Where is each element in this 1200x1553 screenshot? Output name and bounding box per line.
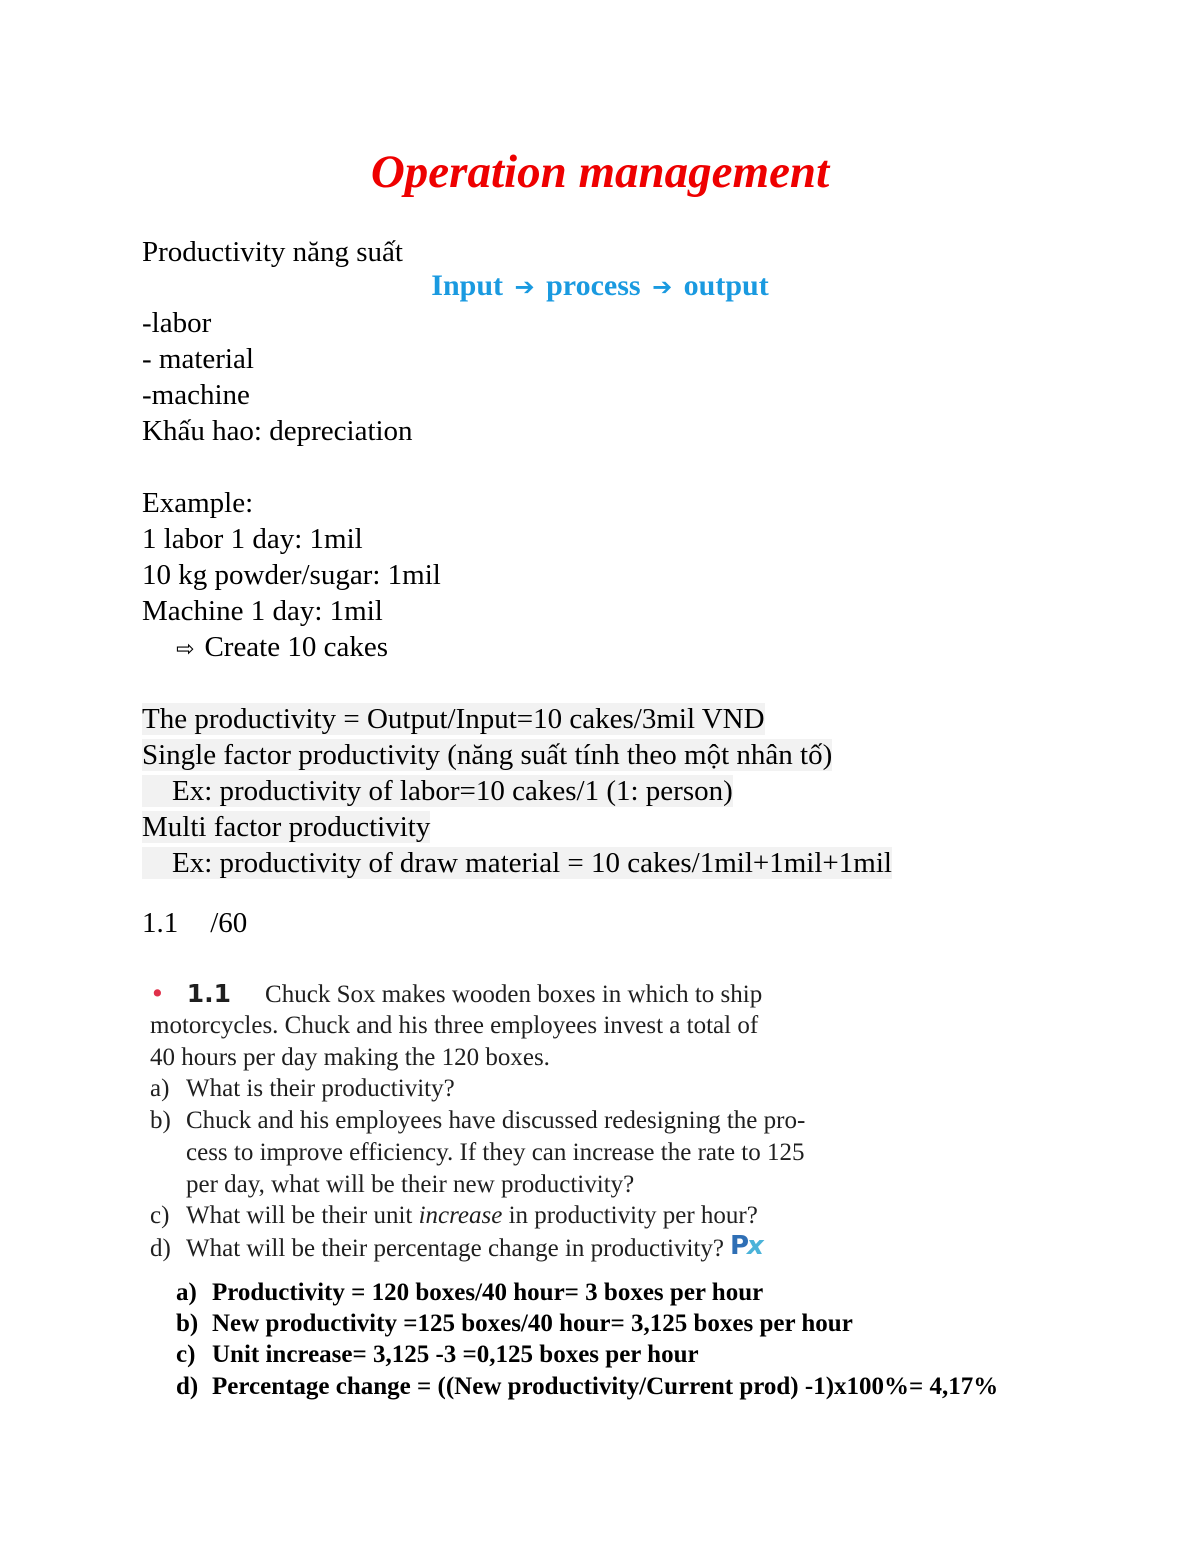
flow-input: Input [431,269,503,302]
multi-factor-definition: Multi factor productivity [142,811,431,843]
answer-c: c) Unit increase= 3,125 -3 =0,125 boxes per hour [176,1341,699,1368]
question-b: b) Chuck and his employees have discussed redesigning the pro- [150,1107,806,1134]
px-icon: Px [729,1231,762,1261]
single-factor-definition: Single factor productivity (năng suất tính theo một nhân tố) [142,739,833,771]
section-page: /60 [210,907,248,939]
input-item-labor: -labor [142,307,212,339]
single-factor-example: Ex: productivity of labor=10 cakes/1 (1: person) [142,773,733,809]
question-b-line: per day, what will be their new productivity? [186,1171,635,1198]
flow-process: process [546,269,641,302]
document-title: Operation management [370,146,830,198]
flow-output: output [683,269,769,302]
input-item-machine: -machine [142,379,250,411]
productivity-definition: The productivity = Output/Input=10 cakes/3mil VND [142,703,765,735]
example-line: 10 kg powder/sugar: 1mil [142,559,441,591]
question-a: a) What is their productivity? [150,1075,455,1102]
problem-line: • 1.1 Chuck Sox makes wooden boxes in which to ship [150,979,763,1008]
problem-line: motorcycles. Chuck and his three employees invest a total of [150,1012,759,1039]
example-result [176,629,388,668]
example-result-text: Create 10 cakes [204,631,389,663]
outline-right-arrow-icon: ⇨ [176,637,195,662]
question-b-line: cess to improve efficiency. If they can increase the rate to 125 [186,1139,805,1166]
right-arrow-icon: ➔ [652,273,673,301]
example-heading: Example: [142,487,254,519]
answer-d: d) Percentage change = ((New productivity/Current prod) -1)x100%= 4,17% [176,1373,999,1400]
depreciation-line: Khấu hao: depreciation [142,415,413,447]
section-reference [142,905,247,941]
example-line: Machine 1 day: 1mil [142,595,383,627]
question-d: d) What will be their percentage change in productivity? Px [150,1231,762,1262]
productivity-heading: Productivity năng suất [142,236,403,268]
multi-factor-example: Ex: productivity of draw material = 10 cakes/1mil+1mil+1mil [142,845,892,881]
section-number: 1.1 [142,907,179,939]
input-process-output-flow [0,268,1200,305]
input-item-material: - material [142,343,254,375]
problem-line: 40 hours per day making the 120 boxes. [150,1044,550,1071]
question-c: c) What will be their unit increase in productivity per hour? [150,1202,758,1229]
example-line: 1 labor 1 day: 1mil [142,523,363,555]
answer-a: a) Productivity = 120 boxes/40 hour= 3 boxes per hour [176,1279,764,1306]
right-arrow-icon: ➔ [514,273,535,301]
problem-number: 1.1 [186,979,232,1008]
bullet-icon: • [150,979,165,1008]
answer-b: b) New productivity =125 boxes/40 hour= 3,125 boxes per hour [176,1310,853,1337]
